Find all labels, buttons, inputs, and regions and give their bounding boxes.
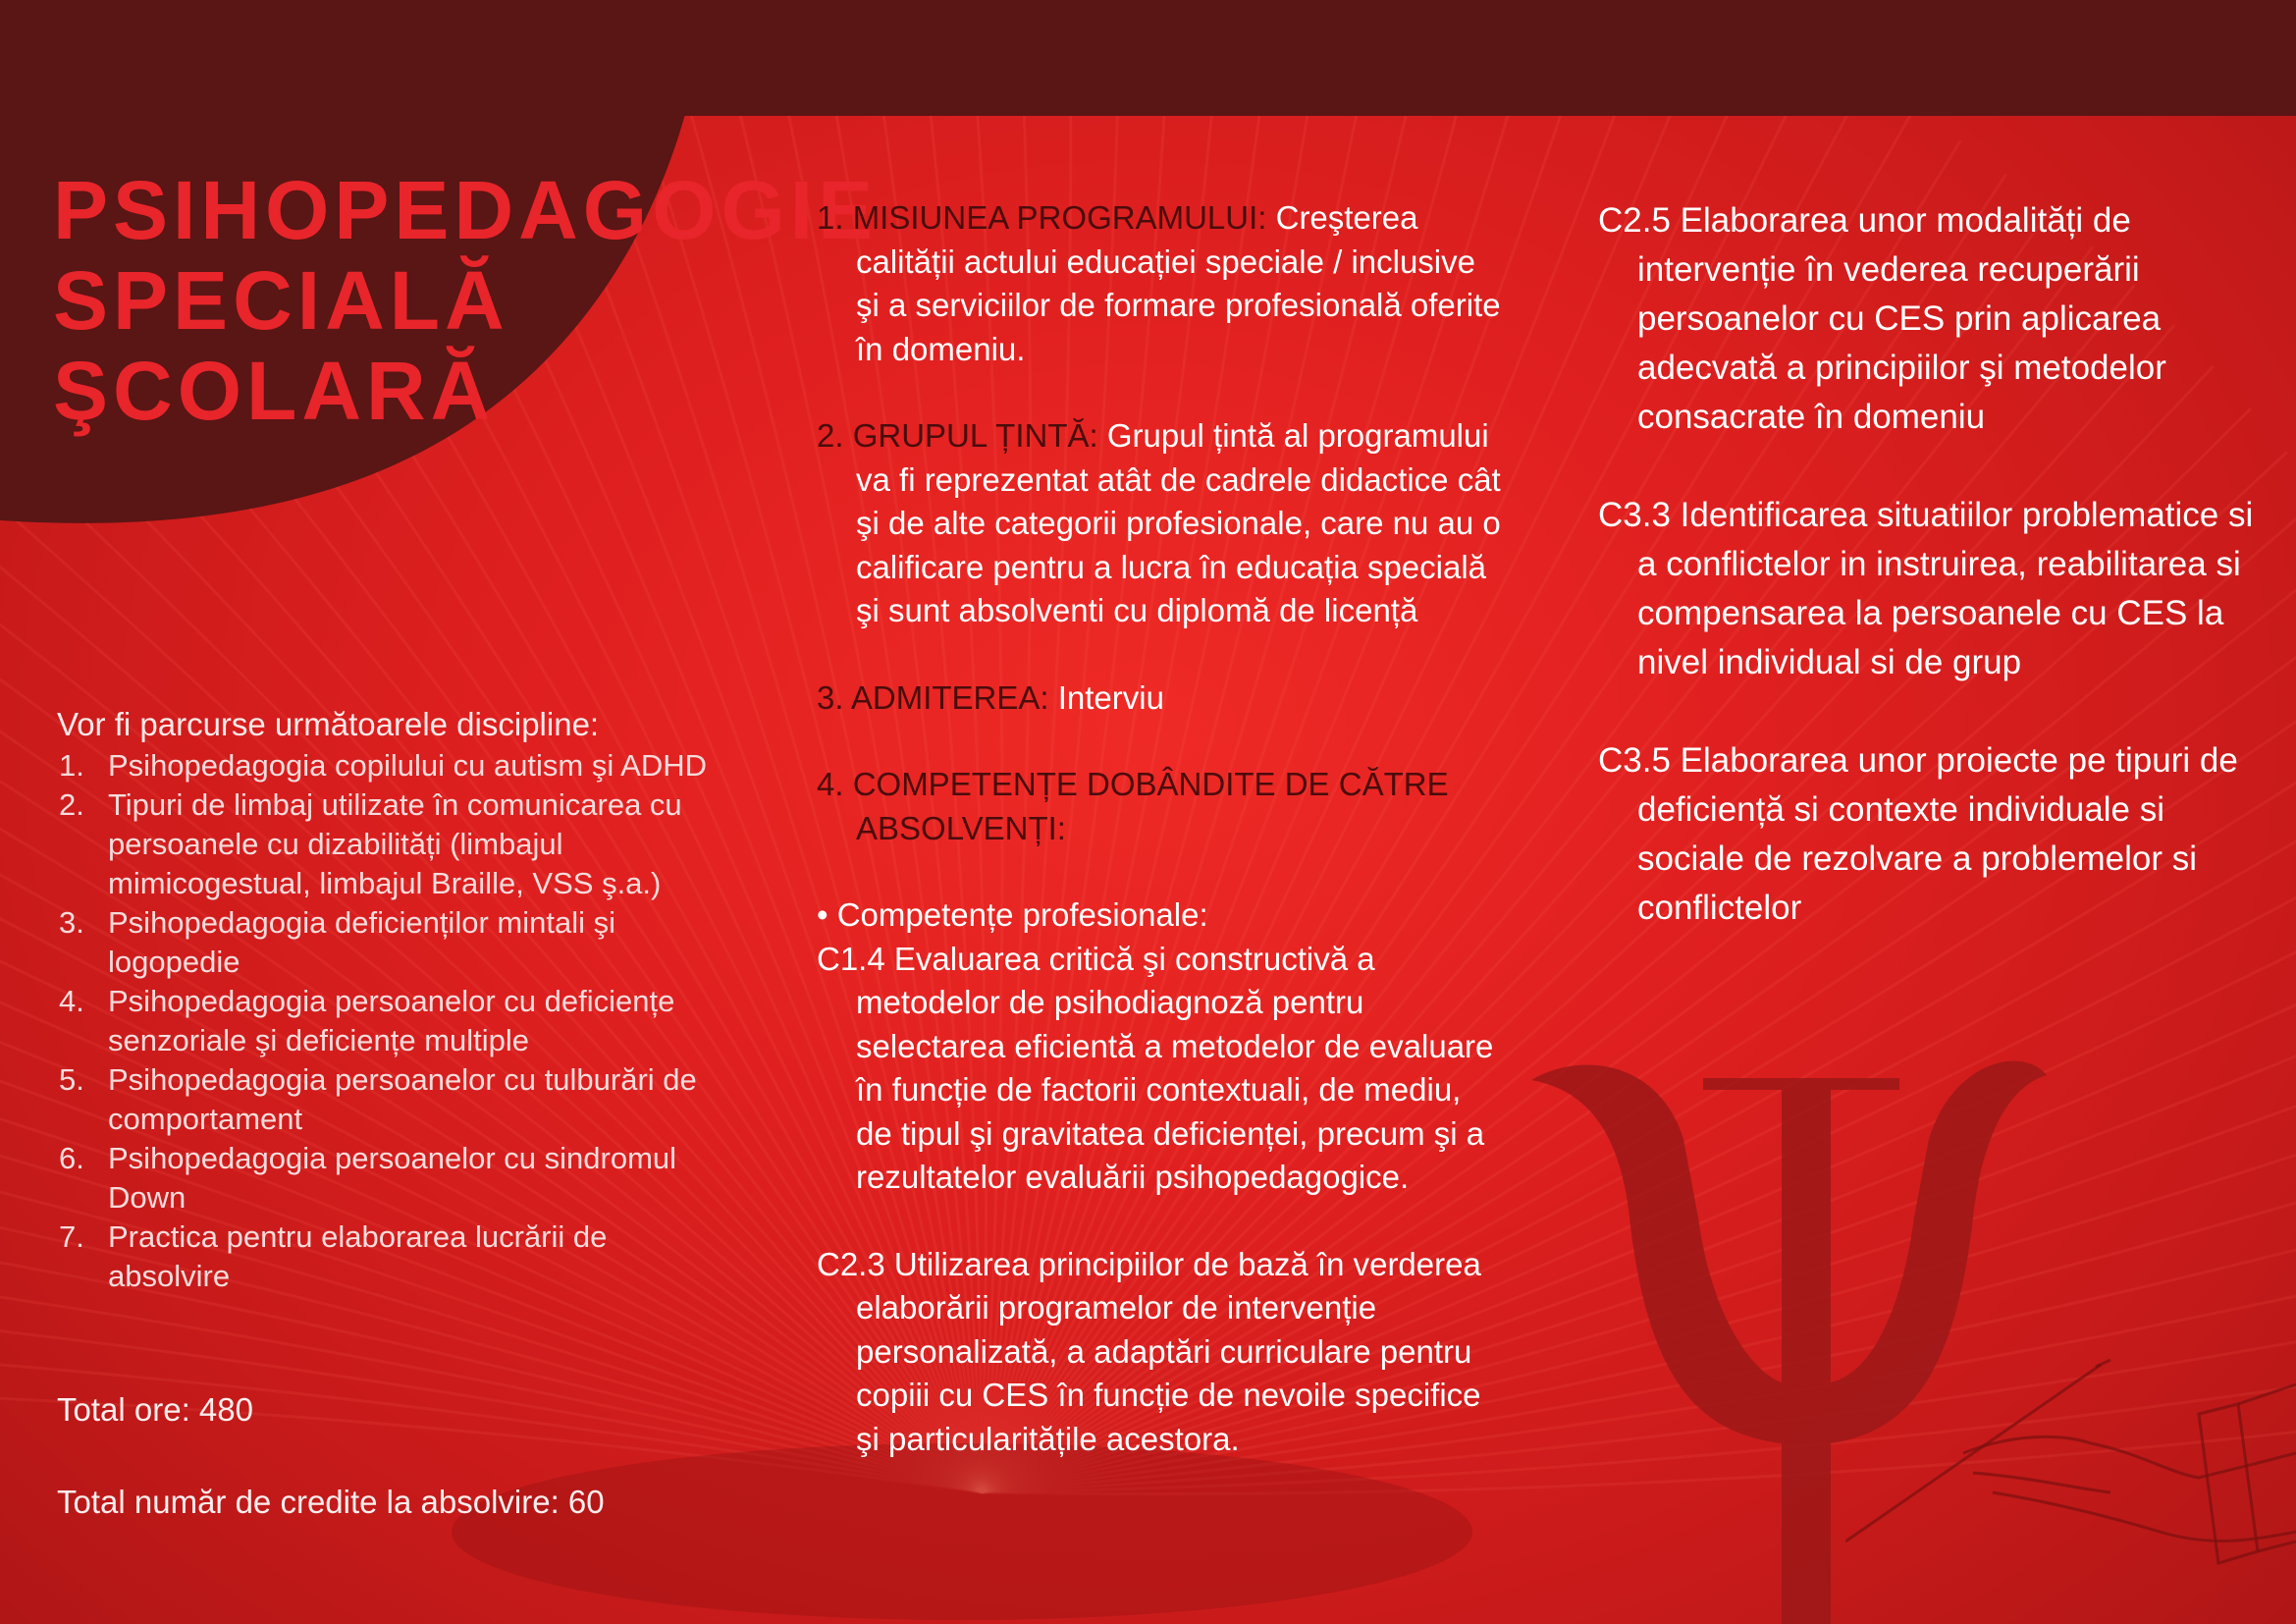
list-item-text: Psihopedagogia persoanelor cu deficiențe senzoriale şi deficiențe multiple [108,984,675,1057]
total-credits: Total număr de credite la absolvire: 60 [57,1484,605,1520]
target-group-paragraph [817,414,1504,633]
hand-with-pen-illustration [1845,1306,2296,1624]
list-item-text: Psihopedagogia copilului cu autism şi ADHD [108,748,707,783]
list-item-number: 7. [59,1219,84,1254]
list-item-number: 5. [59,1062,84,1097]
title-line: PSIHOPEDAGOGIE [53,164,879,256]
list-item [57,1218,724,1296]
list-item-text: Psihopedagogia persoanelor cu sindromul Down [108,1141,677,1215]
list-item [57,746,724,785]
list-item [57,1139,724,1218]
list-item-text: Tipuri de limbaj utilizate în comunicarea cu persoanele cu dizabilități (limbajul mimicogestual, limbajul Braille, VSS ş.a.) [108,787,682,900]
admission-label: 3. ADMITEREA: [817,678,1049,716]
list-item-number: 4. [59,984,84,1018]
list-item [57,785,724,903]
mission-paragraph [817,196,1504,371]
list-item [57,903,724,982]
disciplines-section [57,705,724,1296]
title-line: SPECIALĂ [53,254,509,347]
competence-c3-3: C3.3 Identificarea situatiilor problematice si a conflictelor in instruirea, reabilitarea si compensarea la persoanele cu CES la nivel individual si de grup [1598,496,2254,681]
admission-text: Interviu [1048,678,1164,716]
program-info-section [817,196,1504,1461]
list-item-number: 1. [59,748,84,783]
disciplines-list [57,746,724,1296]
target-group-label: 2. GRUPUL ȚINTĂ: [817,417,1098,454]
list-item-number: 6. [59,1141,84,1175]
list-item-number: 2. [59,787,84,822]
target-group-text: Grupul țintă al programului va fi reprezentat atât de cadrele didactice cât şi de alte categorii profesionale, care nu au o calificare pentru a lucra în educația specială şi sunt absolventi cu diplomă de licență [856,417,1501,628]
competences-heading: 4. COMPETENȚE DOBÂNDITE DE CĂTRE ABSOLVENȚI: [817,766,1449,846]
title-line: ŞCOLARĂ [53,345,496,437]
competence-c3-5: C3.5 Elaborarea unor proiecte pe tipuri de deficiență si contexte individuale si sociale de rezolvare a problemelor si conflictelor [1598,741,2238,927]
competence-c2-5: C2.5 Elaborarea unor modalități de intervenție în vederea recuperării persoanelor cu CES prin aplicarea adecvată a principiilor şi metodelor consacrate în domeniu [1598,201,2166,436]
page-title [53,165,878,436]
mission-label: 1. MISIUNEA PROGRAMULUI: [817,199,1267,236]
professional-competences-heading: • Competențe profesionale: [817,896,1208,933]
list-item [57,1060,724,1139]
disciplines-intro: Vor fi parcurse următoarele discipline: [57,706,600,742]
list-item [57,982,724,1060]
list-item-text: Psihopedagogia persoanelor cu tulburări de comportament [108,1062,697,1136]
competence-c2-3: C2.3 Utilizarea principiilor de bază în verderea elaborării programelor de intervenție personalizată, a adaptări curriculare pentru copiii cu CES în funcție de nevoile specifice şi particularitățile acestora. [817,1245,1481,1457]
competence-c1-4: C1.4 Evaluarea critică şi constructivă a metodelor de psihodiagnoză pentru selectarea eficientă a metodelor de evaluare în funcție de factorii contextuali, de mediu, de tipul şi gravitatea deficienței, precum şi a rezultatelor evaluării psihopedagogice. [817,940,1494,1195]
list-item-number: 3. [59,905,84,940]
total-hours: Total ore: 480 [57,1391,253,1428]
list-item-text: Practica pentru elaborarea lucrării de absolvire [108,1219,608,1293]
competences-right-section [1598,196,2266,933]
mission-text: Creşterea calității actului educației speciale / inclusive şi a serviciilor de formare profesională oferite în domeniu. [856,199,1501,367]
list-item-text: Psihopedagogia deficienților mintali şi logopedie [108,905,615,979]
admission-paragraph [817,677,1504,721]
